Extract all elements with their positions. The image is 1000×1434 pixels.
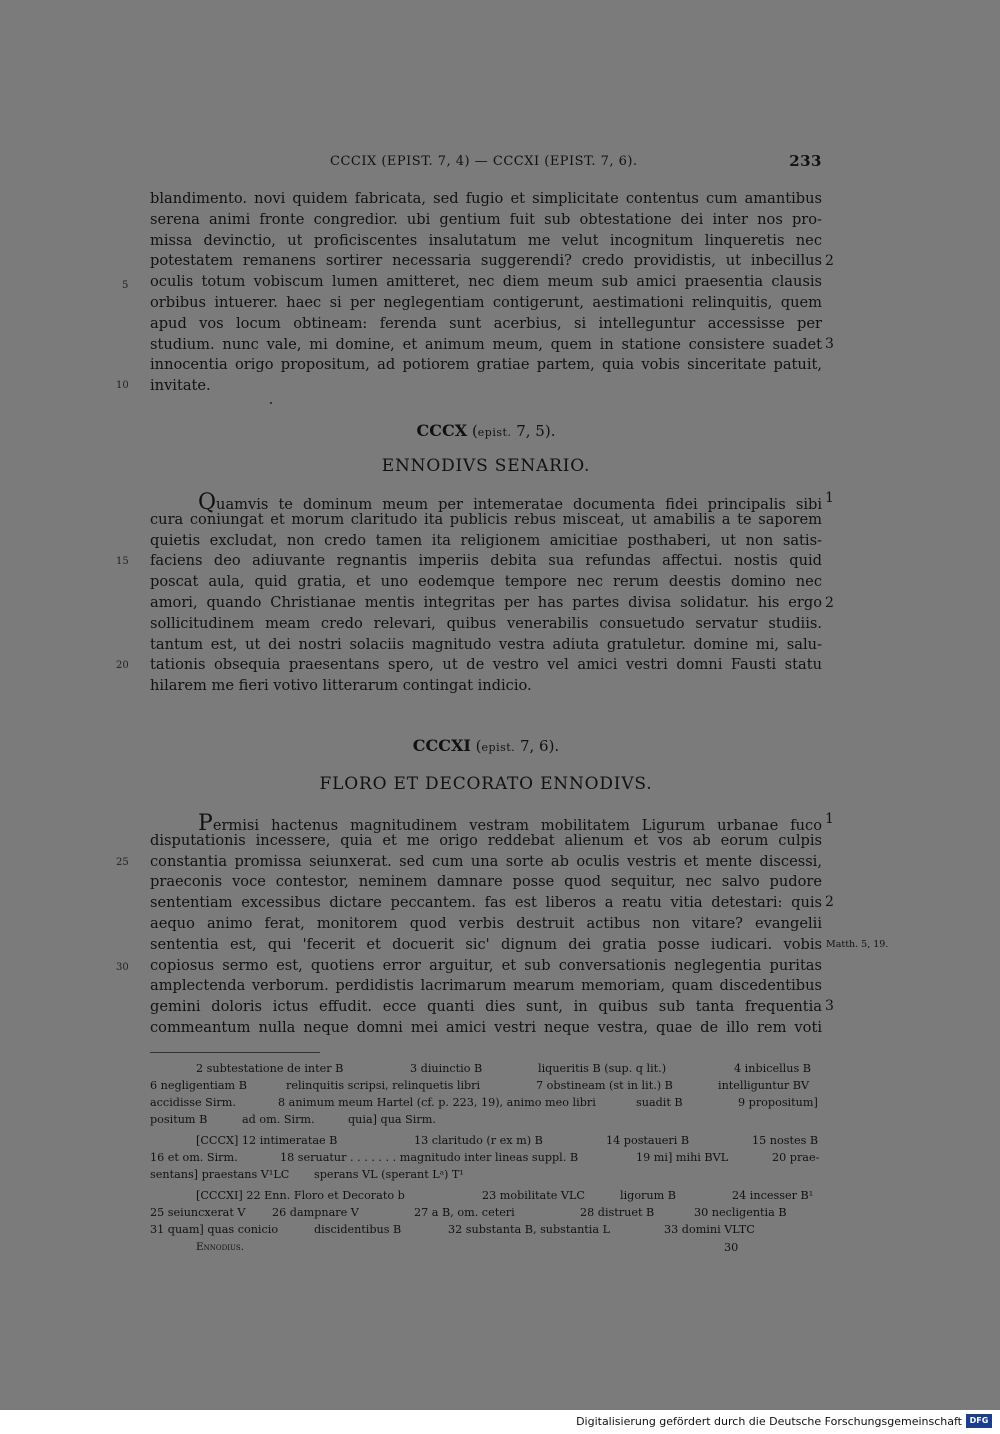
page-number: 233 — [789, 152, 822, 170]
line-number: 25 — [116, 857, 129, 868]
text-line: studium. nunc vale, mi domine, et animum meum, quem in statione consistere suadet — [150, 335, 822, 353]
letter-311-heading: CCCXI (epist. 7, 6). — [412, 736, 560, 755]
initial-letter: Q — [198, 490, 217, 515]
line-number: 20 — [116, 660, 129, 671]
text-line: sententiam excessibus dictare peccantem. fas est liberos a reatu vitia detestari: quis — [150, 894, 822, 912]
section-number: 2 — [825, 894, 834, 910]
line-number: 15 — [116, 556, 129, 567]
letter-310-addressee: ENNODIVS SENARIO. — [381, 456, 591, 476]
bible-reference: Matth. 5, 19. — [826, 939, 889, 950]
footnote-row: 2 subtestatione de inter B 3 diuinctio B liqueritis B (sup. q lit.) 4 inbicellus B — [196, 1062, 811, 1075]
text-line: amplectenda verborum. perdidistis lacrimarum mearum memoriam, quam discedentibus — [150, 977, 822, 995]
text-line: Quamvis te dominum meum per intemeratae documenta fidei principalis sibi — [198, 490, 822, 515]
sheet-number: 30 — [724, 1241, 739, 1254]
text-line: praeconis voce contestor, neminem damnare posse quod sequitur, nec salvo pudore — [150, 873, 822, 891]
footnote-row: 16 et om. Sirm. 18 seruatur . . . . . . . magnitudo inter lineas suppl. B 19 mi] mihi BVL 20 prae- — [150, 1151, 820, 1164]
funding-credit: Digitalisierung gefördert durch die Deutsche Forschungsgemeinschaft — [576, 1415, 962, 1428]
signature-mark: Ennodius. — [196, 1241, 245, 1253]
text-line: serena animi fronte congredior. ubi gentium fuit sub obtestatione dei inter nos pro- — [150, 210, 822, 228]
line-number: 30 — [116, 962, 129, 973]
text-line: faciens deo adiuvante regnantis imperiis debita sua refundas affectui. nostis quid — [150, 552, 822, 570]
print-mark — [270, 402, 272, 404]
footnote-row: 31 quam] quas conicio discidentibus B 32 substanta B, substantia L 33 domini VLTC — [150, 1223, 755, 1236]
dfg-logo: DFG — [966, 1414, 992, 1428]
letter-number: CCCX — [416, 421, 468, 440]
line-number: 5 — [122, 280, 129, 291]
running-head-title: CCCIX (EPIST. 7, 4) — CCCXI (EPIST. 7, 6). — [330, 154, 638, 169]
section-number: 1 — [825, 811, 834, 827]
footnote-row: [CCCX] 12 intimeratae B 13 claritudo (r ex m) B 14 postaueri B 15 nostes B — [196, 1134, 819, 1147]
text-line: disputationis incessere, quia et me origo reddebat alienum et vos ab eorum culpis — [150, 831, 822, 849]
text-line: amori, quando Christianae mentis integritas per has partes divisa solidatur. his ergo — [150, 594, 822, 611]
text-line: gemini doloris ictus effudit. ecce quanti dies sunt, in quibus sub tanta frequentia — [150, 998, 822, 1016]
text-line: orbibus intuerer. haec si per neglegentiam contigerunt, aestimationi relinquitis, quem — [150, 294, 822, 311]
letter-number: CCCXI — [412, 736, 471, 755]
initial-letter: P — [198, 811, 213, 836]
footnote-rule — [150, 1052, 320, 1053]
text-line: tationis obsequia praesentans spero, ut de vestro vel amici vestri domni Fausti statu — [150, 656, 822, 674]
text-line: tantum est, ut dei nostri solaciis magnitudo vestra adiuta gratuletur. domine mi, salu- — [150, 635, 822, 653]
footnote-row: sentans] praestans V¹LC sperans VL (sperant Lᵃ) T¹ — [150, 1168, 464, 1181]
section-number: 2 — [825, 253, 834, 269]
letter-310-heading: CCCX (epist. 7, 5). — [416, 421, 556, 440]
line-number: 10 — [116, 380, 129, 391]
text-line: invitate. — [150, 377, 211, 395]
text-line: aequo animo ferat, monitorem quod verbis destruit actibus non vitare? evangelii — [150, 915, 822, 932]
section-number: 1 — [825, 490, 834, 506]
text-line: cura coniungat et morum claritudo ita publicis rebus misceat, ut amabilis a te saporem — [150, 510, 822, 528]
text-line: Permisi hactenus magnitudinem vestram mobilitatem Ligurum urbanae fuco — [198, 811, 822, 836]
section-number: 3 — [825, 336, 834, 352]
section-number: 2 — [825, 595, 834, 611]
section-number: 3 — [825, 998, 834, 1014]
footnote-row: 6 negligentiam B relinquitis scripsi, relinquetis libri 7 obstineam (st in lit.) B intelliguntur BV — [150, 1079, 810, 1092]
text-line: oculis totum vobiscum lumen amitteret, nec diem meum sub amici praesentia clausis — [150, 273, 822, 291]
running-head — [150, 152, 822, 174]
footnote-row: accidisse Sirm. 8 animum meum Hartel (cf. p. 223, 19), animo meo libri suadit B 9 propositum] — [150, 1096, 818, 1109]
text-line: sollicitudinem meam credo relevari, quibus venerabilis consuetudo servatur studiis. — [150, 614, 822, 632]
footnote-row: positum B ad om. Sirm. quia] qua Sirm. — [150, 1113, 436, 1126]
text-line: constantia promissa seiunxerat. sed cum una sorte ab oculis vestris et mente discessi, — [150, 852, 822, 870]
text-line: quietis excludat, non credo tamen ita religionem amicitiae posthaberi, ut non satis- — [150, 531, 822, 549]
footnote-row — [150, 1241, 822, 1258]
footnote-row: 25 seiuncxerat V 26 dampnare V 27 a B, om. ceteri 28 distruet B 30 necligentia B — [150, 1206, 787, 1219]
text-line: potestatem remanens sortirer necessaria suggerendi? credo providistis, ut inbecillus — [150, 252, 822, 270]
text-line: poscat aula, quid gratia, et uno eodemque tempore nec rerum deestis domino nec — [150, 573, 822, 591]
text-line: apud vos locum obtineam: ferenda sunt acerbius, si intelleguntur accessisse per — [150, 314, 822, 332]
text-line: copiosus sermo est, quotiens error arguitur, et sub conversationis neglegentia puritas — [150, 956, 822, 974]
text-line: innocentia origo propositum, ad potiorem gratiae partem, quia vobis sinceritate patuit, — [150, 356, 822, 374]
text-line: commeantum nulla neque domni mei amici vestri neque vestra, quae de illo rem voti — [150, 1019, 822, 1036]
text-line: missa devinctio, ut proficiscentes insalutatum me velut incognitum linqueretis nec — [150, 231, 822, 249]
text-line: sententia est, qui 'fecerit et docuerit sic' dignum dei gratia posse iudicari. vobis — [150, 935, 822, 953]
footer-bar — [0, 1410, 1000, 1434]
text-line: hilarem me fieri votivo litterarum contingat indicio. — [150, 677, 532, 695]
text-line: blandimento. novi quidem fabricata, sed fugio et simplicitate contentus cum amantibus — [150, 190, 822, 207]
footnote-row: [CCCXI] 22 Enn. Floro et Decorato b 23 mobilitate VLC ligorum B 24 incesser B¹ — [196, 1189, 814, 1202]
letter-311-addressee: FLORO ET DECORATO ENNODIVS. — [319, 774, 653, 794]
